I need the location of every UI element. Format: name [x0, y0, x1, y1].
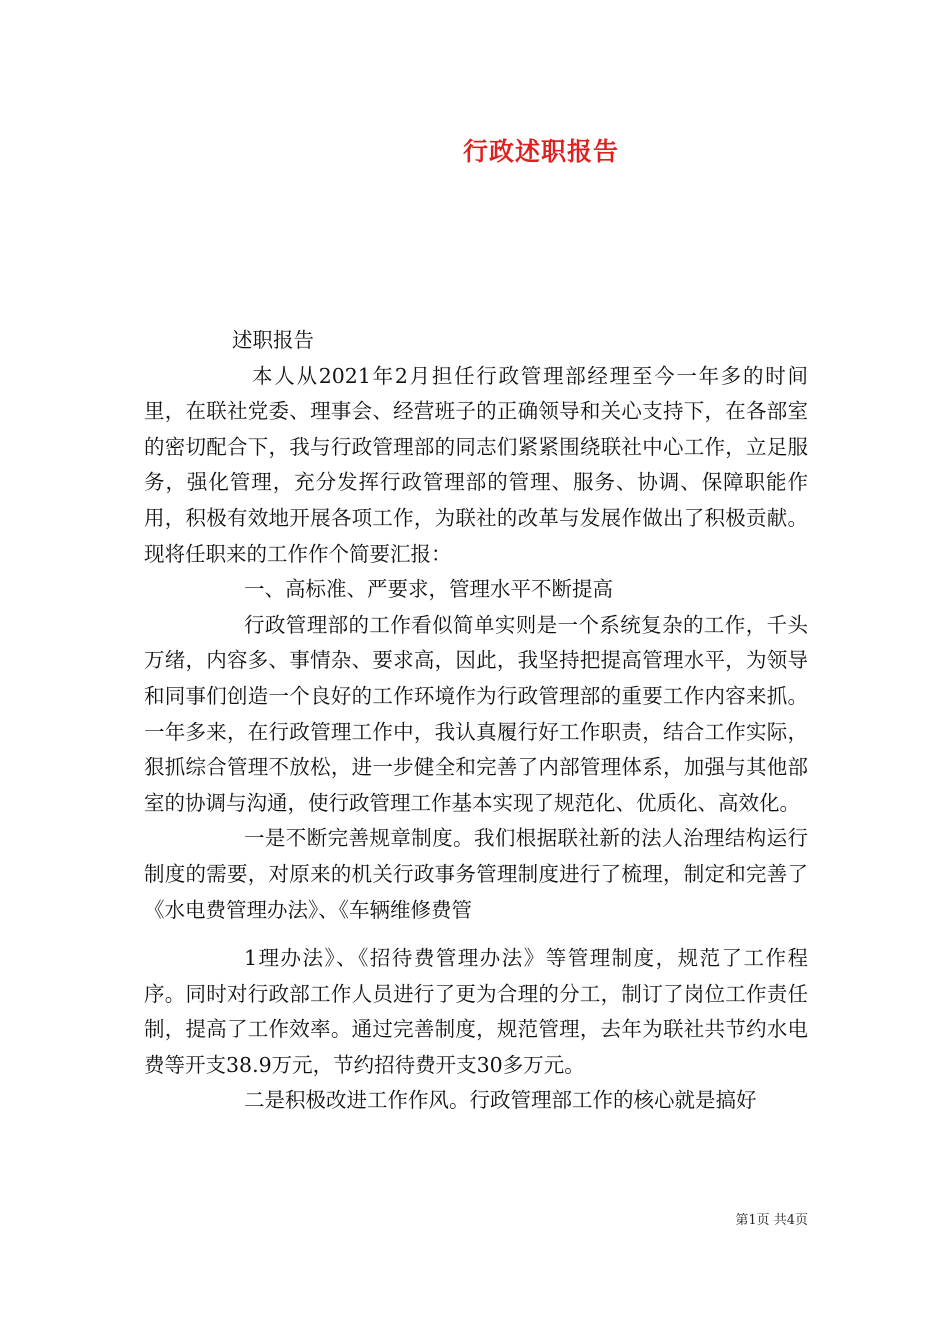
report-subtitle: 述职报告 [232, 328, 314, 352]
page-number: 第1页 共4页 [735, 1213, 808, 1228]
paragraph-intro: 本人从2021年2月担任行政管理部经理至今一年多的时间里，在联社党委、理事会、经营班子的正确领导和关心支持下，在各部室的密切配合下，我与行政管理部的同志们紧紧围绕联社中心工作，立足服务，强化管理，充分发挥行政管理部的管理、服务、协调、保障职能作用，积极有效地开展各项工作，为联社的改革与发展作做出了积极贡献。现将任职来的工作作个简要汇报： [144, 363, 808, 566]
paragraph-point-2: 二是积极改进工作作风。行政管理部工作的核心就是搞好 [244, 1088, 757, 1113]
document-title: 行政述职报告 [462, 137, 619, 166]
paragraph-section-1: 行政管理部的工作看似简单实则是一个系统复杂的工作，千头万绪，内容多、事情杂、要求高，因此，我坚持把提高管理水平，为领导和同事们创造一个良好的工作环境作为行政管理部的重要工作内容来抓。一年多来，在行政管理工作中，我认真履行好工作职责，结合工作实际，狠抓综合管理不放松，进一步健全和完善了内部管理体系，加强与其他部室的协调与沟通，使行政管理工作基本实现了规范化、优质化、高效化。 [144, 612, 808, 815]
paragraph-point-1-continued: 1理办法》、《招待费管理办法》等管理制度，规范了工作程序。同时对行政部工作人员进行了更为合理的分工，制订了岗位工作责任制，提高了工作效率。通过完善制度，规范管理，去年为联社共节约水电费等开支38.9万元，节约招待费开支30多万元。 [144, 946, 808, 1077]
paragraph-point-1: 一是不断完善规章制度。我们根据联社新的法人治理结构运行制度的需要，对原来的机关行政事务管理制度进行了梳理，制定和完善了《水电费管理办法》、《车辆维修费管 [144, 826, 808, 922]
section-heading-1: 一、高标准、严要求，管理水平不断提高 [244, 577, 613, 602]
document-body [144, 323, 808, 1119]
